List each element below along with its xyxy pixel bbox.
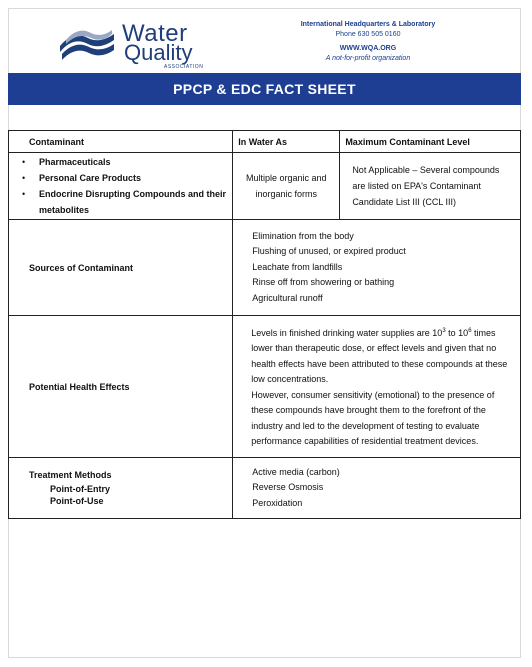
list-item: Reverse Osmosis	[252, 482, 324, 493]
contact-block	[288, 20, 448, 64]
wqa-logo	[58, 20, 228, 70]
fact-table	[8, 130, 521, 519]
list-item: Rinse off from showering or bathing	[252, 277, 395, 288]
wave-logo-icon	[58, 24, 118, 64]
list-item: Elimination from the body	[252, 230, 354, 241]
health-label: Potential Health Effects	[9, 316, 233, 458]
health-paragraph-1: Levels in finished drinking water supplies are $10^3$ to $10^6$ times lower than therapeutic dose, or effect levels and given that no health effects have been attributed to these compounds at these low concentrations.	[251, 327, 508, 384]
treatment-cell	[233, 458, 521, 519]
list-item: Agricultural runoff	[252, 292, 323, 303]
tagline: A not-for-profit organization	[325, 55, 411, 62]
logo-word-water: Water	[122, 20, 188, 47]
sources-cell	[233, 220, 521, 316]
in-water-as-cell: Multiple organic and inorganic forms	[233, 153, 340, 220]
list-item: Point-of-Use	[50, 495, 104, 506]
table-row	[9, 220, 521, 316]
list-item: Peroxidation	[252, 497, 303, 508]
contaminant-cell	[9, 153, 233, 220]
page-title-banner: PPCP & EDC FACT SHEET	[8, 73, 521, 105]
table-row	[9, 458, 521, 519]
header-contaminant: Contaminant	[9, 131, 233, 153]
list-item: • Pharmaceuticals	[27, 154, 232, 170]
table-row	[9, 316, 521, 458]
list-item: • Personal Care Products	[27, 170, 232, 186]
treatment-label-cell	[9, 458, 233, 519]
table-header-row	[9, 131, 521, 153]
list-item: Flushing of unused, or expired product	[252, 246, 406, 257]
header-mcl: Maximum Contaminant Level	[340, 131, 521, 153]
mcl-cell: Not Applicable – Several compounds are listed on EPA's Contaminant Candidate List III (CCL III)	[340, 153, 521, 220]
treatment-sub-list	[9, 483, 232, 507]
list-item: • Endocrine Disrupting Compounds and their metabolites	[27, 186, 232, 218]
logo-word-association: ASSOCIATION	[164, 64, 204, 70]
health-paragraph-2: However, consumer sensitivity (emotional) to the presence of these compounds have brought them to the forefront of the industry and led to the development of testing to evaluate performance capabilities of residential treatment devices.	[251, 389, 495, 446]
header-in-water-as: In Water As	[233, 131, 340, 153]
website-link[interactable]: WWW.WQA.ORG	[339, 45, 397, 52]
logo-word-quality: Quality	[124, 40, 193, 65]
health-cell	[233, 316, 521, 458]
list-item: Active media (carbon)	[252, 466, 340, 477]
table-row	[9, 153, 521, 220]
list-item: Leachate from landfills	[252, 261, 343, 272]
treatment-label: Treatment Methods	[29, 469, 112, 480]
contaminant-list	[9, 154, 232, 218]
list-item: Point-of-Entry	[50, 483, 110, 494]
hq-line: International Headquarters & Laboratory	[300, 21, 436, 28]
sources-label: Sources of Contaminant	[9, 220, 233, 316]
phone-line: Phone 630 505 0160	[335, 31, 401, 38]
